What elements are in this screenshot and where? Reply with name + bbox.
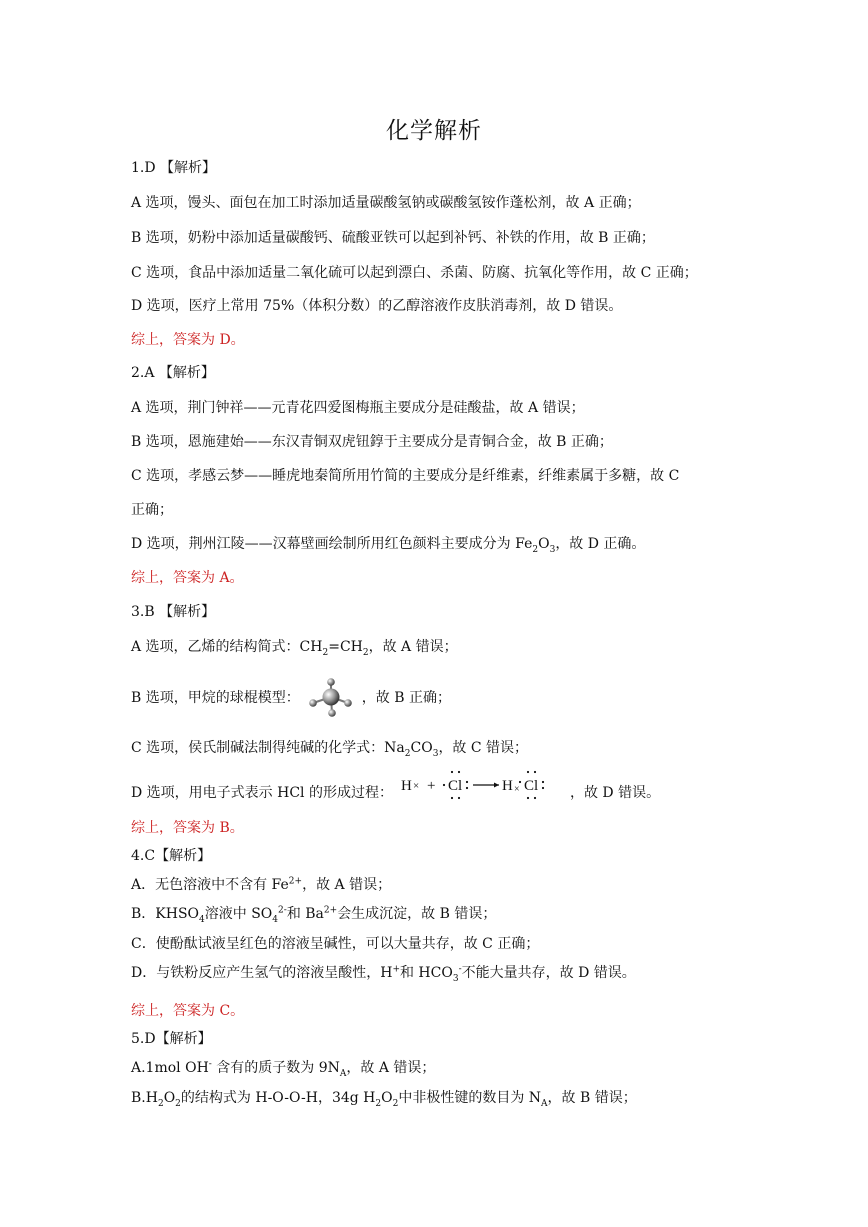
q4-option-b: B．$KHSO_4$溶液中 $SO_4^{2-}$和 $Ba^{2+}$会生成沉淀，故 B 错误； (131, 905, 497, 925)
q4-option-d: D．与铁粉反应产生氢气的溶液呈酸性，H+和 $HCO_3^-$不能大量共存，故 D 错误。 (131, 964, 636, 984)
q2-heading: 2.A 【解析】 (131, 365, 215, 381)
methane-ball-stick-model-icon (306, 678, 356, 718)
eq-cl-atom: Cl (447, 778, 463, 794)
page-title: 化学解析 (386, 118, 482, 144)
q1-option-b: B 选项，奶粉中添加适量碳酸钙、硫酸亚铁可以起到补钙、补铁的作用，故 B 正确； (131, 230, 655, 246)
q3-option-a: A 选项，乙烯的结构简式：$CH_2=CH_2$，故 A 错误； (131, 639, 458, 658)
q1-heading: 1.D 【解析】 (131, 160, 217, 176)
q1-option-c: C 选项，食品中添加适量二氧化硫可以起到漂白、杀菌、防腐、抗氧化等作用，故 C 正确； (131, 265, 698, 281)
svg-text:×: × (513, 784, 520, 795)
q2-option-c-line2: 正确； (131, 502, 173, 518)
q1-summary: 综上，答案为 D。 (131, 332, 245, 348)
q3-option-b: B 选项，甲烷的球棍模型： ，故 B 正确； (131, 678, 851, 718)
q2-option-d: D 选项，荆州江陵——汉幕壁画绘制所用红色颜料主要成分为 $Fe_2O_3$，故 D 正确。 (131, 536, 646, 555)
q3-option-d: D 选项，用电子式表示 HCl 的形成过程： H × + Cl H × Cl ，故 D 错误。 (131, 768, 851, 818)
q2-option-b: B 选项，恩施建始——东汉青铜双虎钮錞于主要成分是青铜合金，故 B 正确； (131, 434, 613, 450)
svg-text:+: + (426, 778, 436, 794)
q1-option-d: D 选项，医疗上常用 75%（体积分数）的乙醇溶液作皮肤消毒剂，故 D 错误。 (131, 298, 623, 314)
q4-heading: 4.C【解析】 (131, 848, 212, 864)
svg-text:×: × (412, 780, 420, 792)
q2-option-a: A 选项，荆门钟祥——元青花四爱图梅瓶主要成分是硅酸盐，故 A 错误； (131, 400, 585, 416)
q4-option-a: A．无色溶液中不含有 $Fe^{2+}$，故 A 错误； (131, 876, 392, 893)
q1-option-a: A 选项，馒头、面包在加工时添加适量碳酸氢钠或碳酸氢铵作蓬松剂，故 A 正确； (131, 195, 641, 211)
q4-summary: 综上，答案为 C。 (131, 1003, 245, 1019)
hcl-electron-formula (399, 768, 564, 818)
eq-cl-product: Cl (523, 778, 539, 794)
q4-option-c: C．使酚酞试液呈红色的溶液呈碱性，可以大量共存，故 C 正确； (131, 936, 540, 952)
eq-h-product: H (501, 778, 513, 794)
q5-option-a: A.1mol OH- 含有的质子数为 $9N_A$，故 A 错误； (131, 1059, 436, 1079)
q3-option-c: C 选项，侯氏制碱法制得纯碱的化学式：$Na_2CO_3$，故 C 错误； (131, 740, 529, 759)
q3-heading: 3.B 【解析】 (131, 604, 216, 620)
q2-option-c-line1: C 选项，孝感云梦——睡虎地秦简所用竹简的主要成分是纤维素，纤维素属于多糖，故 C (131, 468, 680, 484)
q3-summary: 综上，答案为 B。 (131, 820, 244, 836)
q5-option-b: $B.H_2O_2$的结构式为 H-O-O-H，34g $H_2O_2$中非极性键的数目为 $N_A$，故 B 错误； (131, 1090, 637, 1109)
q5-heading: 5.D【解析】 (131, 1031, 212, 1047)
q2-summary: 综上，答案为 A。 (131, 570, 244, 586)
eq-h-atom: H (400, 778, 412, 794)
